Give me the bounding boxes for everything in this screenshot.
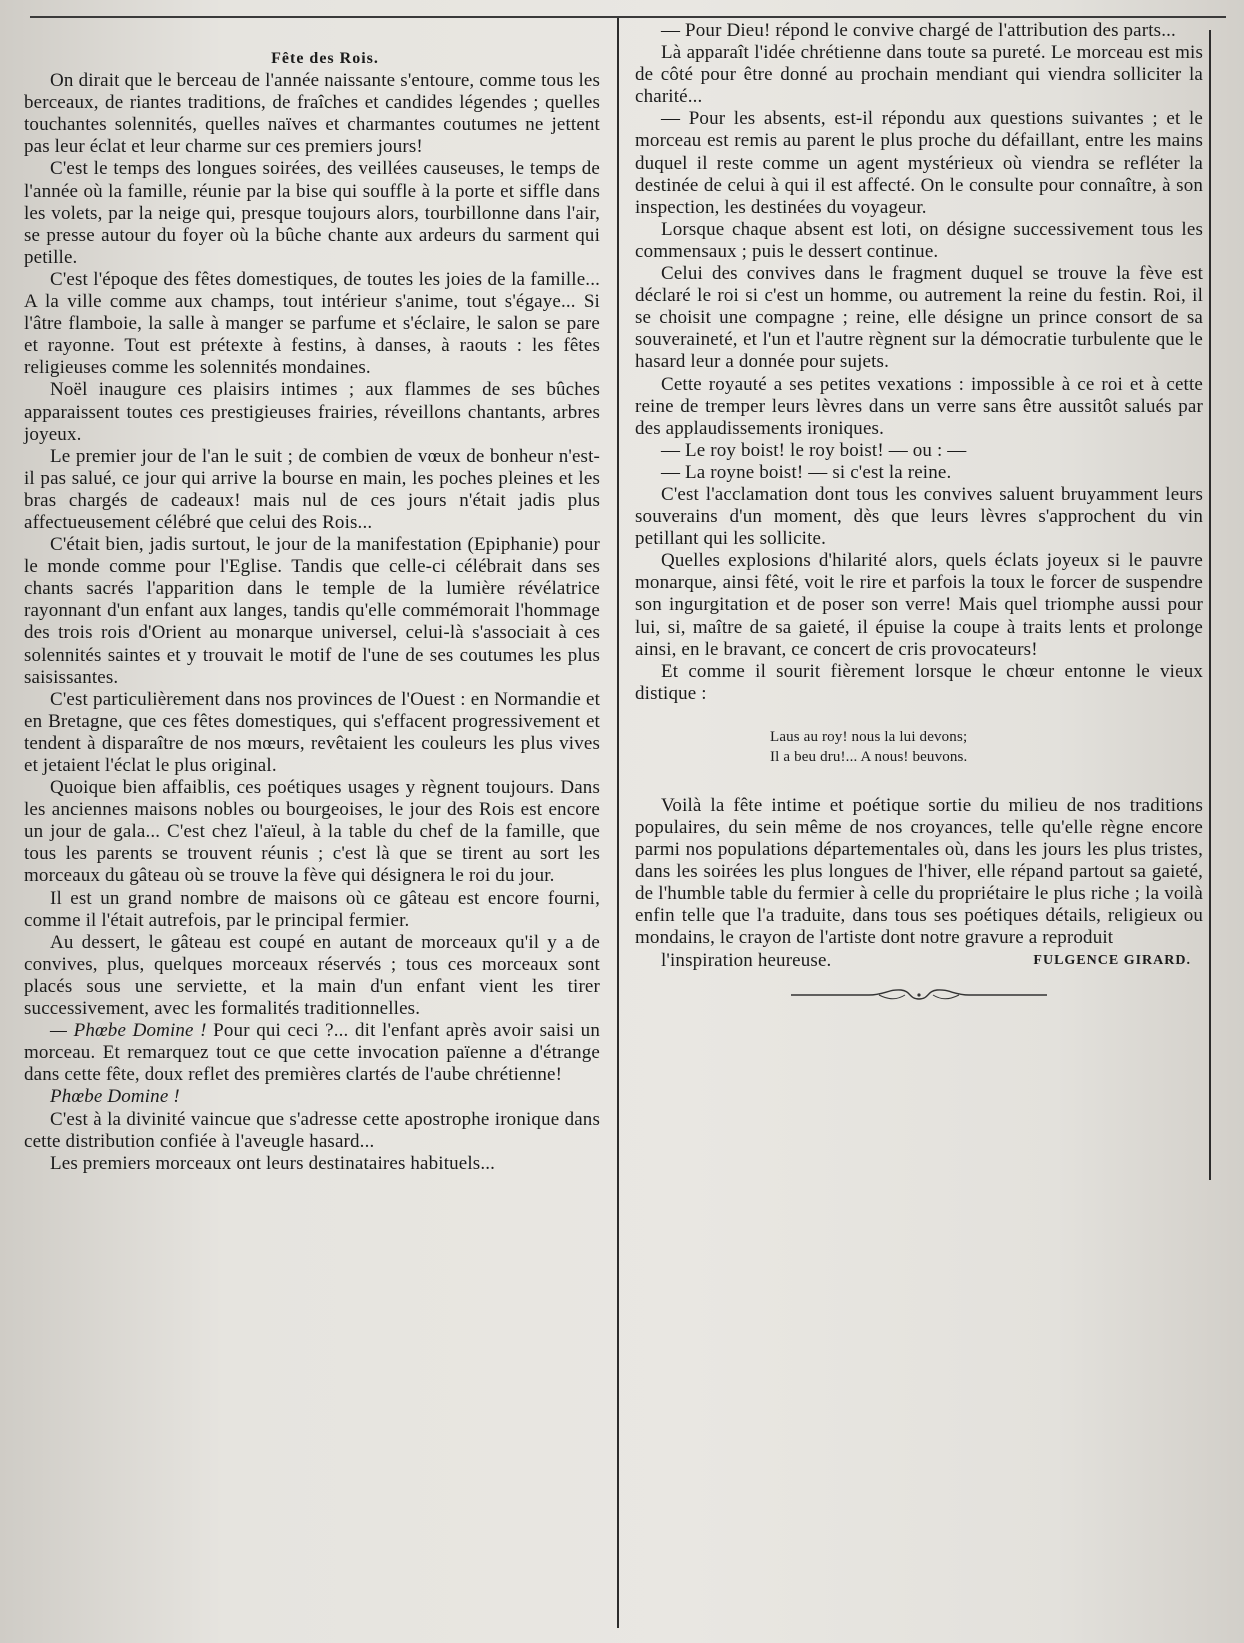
paragraph: — Pour Dieu! répond le convive chargé de l'attribution des parts... [661,20,1176,41]
right-edge-rule [1209,30,1211,1180]
left-column [24,0,600,1175]
paragraph: Quelles explosions d'hilarité alors, quels éclats joyeux si le pauvre monarque, ainsi fêté, voit le rire et parfois la toux le forcer de suspendre son ingurgitation et de poser son verre! Mais quel triomphe aussi pour lui, si, maître de sa gaieté, il épuise la coupe à traits lents et prolonge ainsi, en le bravant, ce concert de cris provocateurs! [635,550,1203,660]
paragraph: Lorsque chaque absent est loti, on désigne successivement tous les commensaux ; puis le dessert continue. [635,218,1203,262]
acclamation-line: — La royne boist! — si c'est la reine. [661,461,952,483]
paragraph-phoebe [24,1020,600,1086]
paragraph: Noël inaugure ces plaisirs intimes ; aux flammes de ses bûches apparaissent toutes ces prestigieuses frairies, réveillons chantants, arbres joyeux. [24,379,600,445]
paragraph: Là apparaît l'idée chrétienne dans toute sa pureté. Le morceau est mis de côté pour être donné au prochain mendiant qui viendra solliciter la charité... [635,42,1203,108]
paragraph: C'est le temps des longues soirées, des veillées causeuses, le temps de l'année où la famille, réunie par la bise qui souffle à la porte et siffle dans les volets, par la neige qui, presque toujours alors, tourbillonne dans l'air, se presse autour du foyer où la bûche chante aux ardeurs du sarment qui petille. [24,158,600,268]
paragraph: C'est particulièrement dans nos provinces de l'Ouest : en Normandie et en Bretagne, que ces fêtes domestiques, qui s'effacent progressivement et tendent à disparaître de nos mœurs, revêtaient les couleurs les plus vives et jetaient l'éclat le plus original. [24,688,600,776]
signature-line [635,950,1203,972]
paragraph: Il est un grand nombre de maisons où ce gâteau est encore fourni, comme il l'était autrefois, par le principal fermier. [24,887,600,931]
ornament-divider-icon [789,984,1049,1006]
paragraph: — Pour les absents, est-il répondu aux questions suivantes ; et le morceau est remis au parent le plus proche du défaillant, entre les mains duquel il reste comme un agent mystérieux où viendra se refléter la destinée de celui à qui il est affecté. On le consulte pour connaître, à son inspection, les destinées du voyageur. [635,108,1203,218]
article-title: Fête des Rois. [271,50,379,67]
phoebe-invocation: — Phœbe Domine ! [50,1020,207,1042]
closing-paragraph: Voilà la fête intime et poétique sortie du milieu de nos traditions populaires, du sein même de nos croyances, telle qu'elle règne encore parmi nos populations départementales où, dans les jours les plus tristes, dans les soirées les plus longues de l'hiver, elle répand partout sa gaieté, de l'humble table du fermier à celle du propriétaire le plus riche ; la voilà enfin telle que l'a traduite, dans tous ses poétiques détails, religieux ou mondains, le crayon de l'artiste dont notre gravure a reproduit [635,794,1203,949]
verse-couplet [770,727,1203,767]
paragraph: C'est l'époque des fêtes domestiques, de toutes les joies de la famille... A la ville comme aux champs, tout intérieur s'anime, tout s'égaye... Si l'âtre flamboie, la salle à manger se parfume et s'éclaire, le salon se pare et rayonne. Tout est prétexte à festins, à danses, à raouts : les fêtes religieuses comme les solennités mondaines. [24,268,600,379]
column-divider [617,18,619,1628]
author-signature: FULGENCE GIRARD. [1033,952,1191,968]
paragraph: C'est l'acclamation dont tous les convives saluent bruyamment leurs souverains d'un moment, dès que leurs lèvres s'approchent du vin petillant qui les sollicite. [635,483,1203,550]
closing-last-line: l'inspiration heureuse. [661,949,832,971]
verse-line: Laus au roy! nous la lui devons; [770,728,968,745]
paragraph: Le premier jour de l'an le suit ; de combien de vœux de bonheur n'est-il pas salué, ce jour qui arrive la bourse en main, les poches pleines et les bras chargés de cadeaux! mais nul de ces jours n'était jadis plus affectueusement célébré que celui des Rois... [24,445,600,533]
phoebe-invocation-line: Phœbe Domine ! [50,1086,180,1108]
paragraph: Cette royauté a ses petites vexations : impossible à ce roi et à cette reine de tremper leurs lèvres dans un verre sans être aussitôt salués par des applaudissements ironiques. [635,373,1203,439]
paragraph: Au dessert, le gâteau est coupé en autant de morceaux qu'il y a de convives, plus, quelques morceaux réservés ; tous ces morceaux sont placés sous une serviette, et la main d'un enfant vient les tirer successivement, avec les formalités traditionnelles. [24,931,600,1020]
paragraph: On dirait que le berceau de l'année naissante s'entoure, comme tous les berceaux, de riantes traditions, de fraîches et candides légendes ; quelles touchantes solennités, quelles naïves et charmantes coutumes ne jettent pas leur éclat et leur charme sur ces premiers jours! [24,70,600,158]
paragraph: C'est à la divinité vaincue que s'adresse cette apostrophe ironique dans cette distribution confiée à l'aveugle hasard... [24,1108,600,1152]
paragraph: Et comme il sourit fièrement lorsque le chœur entonne le vieux distique : [635,660,1203,704]
paragraph: C'était bien, jadis surtout, le jour de la manifestation (Epiphanie) pour le monde comme pour l'Eglise. Tandis que celle-ci célébrait dans ses chants sacrés l'apparition dans le temple de la lumière révélatrice rayonnant d'un enfant aux langes, tandis qu'elle commémorait l'hommage des trois rois d'Orient au monarque universel, celui-là s'associait à ces solennités saintes et y trouvait le motif de l'une de ses coutumes les plus saisissantes. [24,534,600,688]
right-column [635,0,1203,1006]
paragraph: Les premiers morceaux ont leurs destinataires habituels... [50,1152,496,1174]
paragraph: Quoique bien affaiblis, ces poétiques usages y règnent toujours. Dans les anciennes maisons nobles ou bourgeoises, le jour des Rois est encore un jour de gala... C'est chez l'aïeul, à la table du chef de la famille, que tous les parents se trouvent réunis ; c'est là que se tirent au sort les morceaux du gâteau où se trouve la fève qui désignera le roi du jour. [24,777,600,887]
paragraph: Celui des convives dans le fragment duquel se trouve la fève est déclaré le roi si c'est un homme, ou autrement la reine du festin. Roi, il se choisit une compagne ; reine, elle désigne un prince consort de sa souveraineté, et l'un et l'autre règnent sur la démocratie turbulente que le hasard leur a donnée pour sujets. [635,263,1203,373]
acclamation-line: — Le roy boist! le roy boist! — ou : — [661,439,967,461]
verse-line: Il a beu dru!... A nous! beuvons. [770,748,968,765]
phoebe-text: Pour qui ceci ?... dit l'enfant après avoir saisi un morceau. Et remarquez tout ce que cette invocation païenne a d'étrange dans cette fête, doux reflet des premières clartés de l'aube chrétienne! [24,1020,600,1086]
